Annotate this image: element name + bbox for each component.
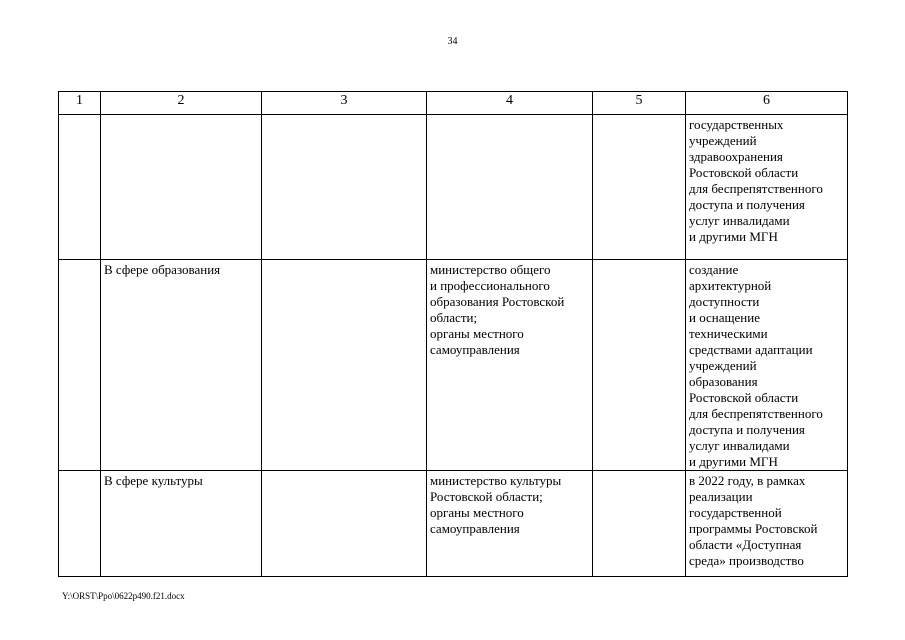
table-cell: министерство общего и профессионального образования Ростовской области; органы местного самоуправления	[427, 260, 593, 471]
table-cell	[262, 471, 427, 577]
table-cell: государственных учреждений здравоохранения Ростовской области для беспрепятственного доступа и получения услуг инвалидами и другими МГН	[686, 115, 848, 260]
table-cell	[593, 260, 686, 471]
table-cell	[427, 115, 593, 260]
table-cell	[593, 471, 686, 577]
table-row	[59, 260, 848, 471]
table-cell	[593, 115, 686, 260]
table-row	[59, 471, 848, 577]
file-path-footer: Y:\ORST\Ppo\0622p490.f21.docx	[62, 591, 185, 601]
table-cell	[59, 471, 101, 577]
table-cell	[101, 115, 262, 260]
column-header-2: 2	[101, 92, 262, 115]
column-header-1: 1	[59, 92, 101, 115]
column-header-3: 3	[262, 92, 427, 115]
table-cell: В сфере культуры	[101, 471, 262, 577]
table-header-row	[59, 92, 848, 115]
table-cell	[262, 115, 427, 260]
table-cell: в 2022 году, в рамках реализации государственной программы Ростовской области «Доступная среда» производство	[686, 471, 848, 577]
table-cell	[262, 260, 427, 471]
table-cell	[59, 115, 101, 260]
table-cell: министерство культуры Ростовской области; органы местного самоуправления	[427, 471, 593, 577]
table-cell	[59, 260, 101, 471]
column-header-6: 6	[686, 92, 848, 115]
table-row	[59, 115, 848, 260]
table-cell: создание архитектурной доступности и оснащение техническими средствами адаптации учреждений образования Ростовской области для беспрепятственного доступа и получения услуг инвалидами и другими МГН	[686, 260, 848, 471]
document-table	[58, 91, 848, 577]
column-header-4: 4	[427, 92, 593, 115]
column-header-5: 5	[593, 92, 686, 115]
page-number: 34	[447, 36, 458, 47]
table-cell: В сфере образования	[101, 260, 262, 471]
